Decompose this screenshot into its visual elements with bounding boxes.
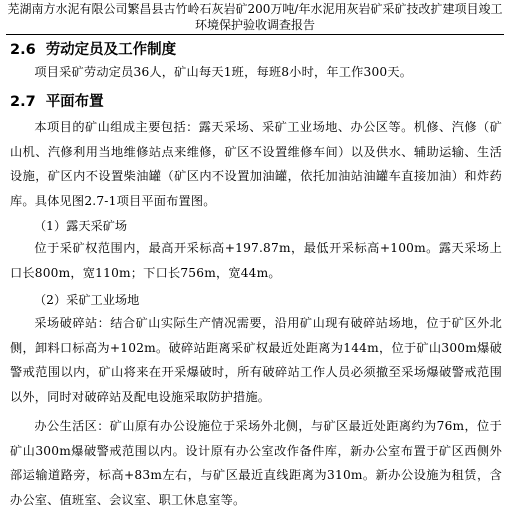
paragraph-staffing: 项目采矿劳动定员36人，矿山每天1班，每班8小时，年工作300天。 [34, 65, 413, 79]
paragraph-open-pit: 位于采矿权范围内，最高开采标高+197.87m，最低开采标高+100m。露天采场上口长800m，宽110m；下口长756m，宽44m。 [10, 241, 502, 280]
section-number: 2.6 [10, 42, 36, 58]
section-number: 2.7 [10, 94, 36, 110]
section-title: 劳动定员及工作制度 [45, 42, 177, 58]
section-title: 平面布置 [45, 94, 104, 110]
paragraph-crushing-station: 采场破碎站：结合矿山实际生产情况需要，沿用矿山现有破碎站场地，位于矿区外北侧，卸料口标高为+102m。破碎站距离采矿权最近处距离为144m，位于矿山300m爆破警戒范围以内，矿山将来在开采爆破时，所有破碎站工作人员必须撤至采场爆破警戒范围以外，同时对破碎站及配电设施采取防护措施。 [10, 316, 502, 404]
section-heading-2-7 [10, 92, 104, 112]
subheading-open-pit: （1）露天采矿场 [34, 219, 128, 233]
paragraph-layout-intro: 本项目的矿山组成主要包括：露天采场、采矿工业场地、办公区等。机修、汽修（矿山机、汽修利用当地维修站点来维修，矿区不设置维修车间）以及供水、辅助运输、生活设施，矿区内不设置柴油罐（矿区内不设置加油罐，依托加油站油罐车直接加油）和炸药库。具体见图2.7-1项目平面布置图。 [10, 120, 502, 208]
header-divider [6, 34, 504, 35]
section-heading-2-6 [10, 40, 176, 60]
page-header: 芜湖南方水泥有限公司繁昌县古竹岭石灰岩矿200万吨/年水泥用灰岩矿采矿技改扩建项目竣工环境保护验收调查报告 [7, 2, 503, 32]
subheading-industrial-site: （2）采矿工业场地 [34, 293, 140, 307]
paragraph-office-area: 办公生活区：矿山原有办公设施位于采场外北侧，与矿区最近处距离约为76m，位于矿山300m爆破警戒范围以内。设计原有办公室改作备件库，新办公室布置于矿区西侧外部运输道路旁，标高+83m左右，与矿区最近直线距离为310m。新办公设施为租赁，含办公室、值班室、会议室、职工休息室等。 [10, 419, 502, 507]
